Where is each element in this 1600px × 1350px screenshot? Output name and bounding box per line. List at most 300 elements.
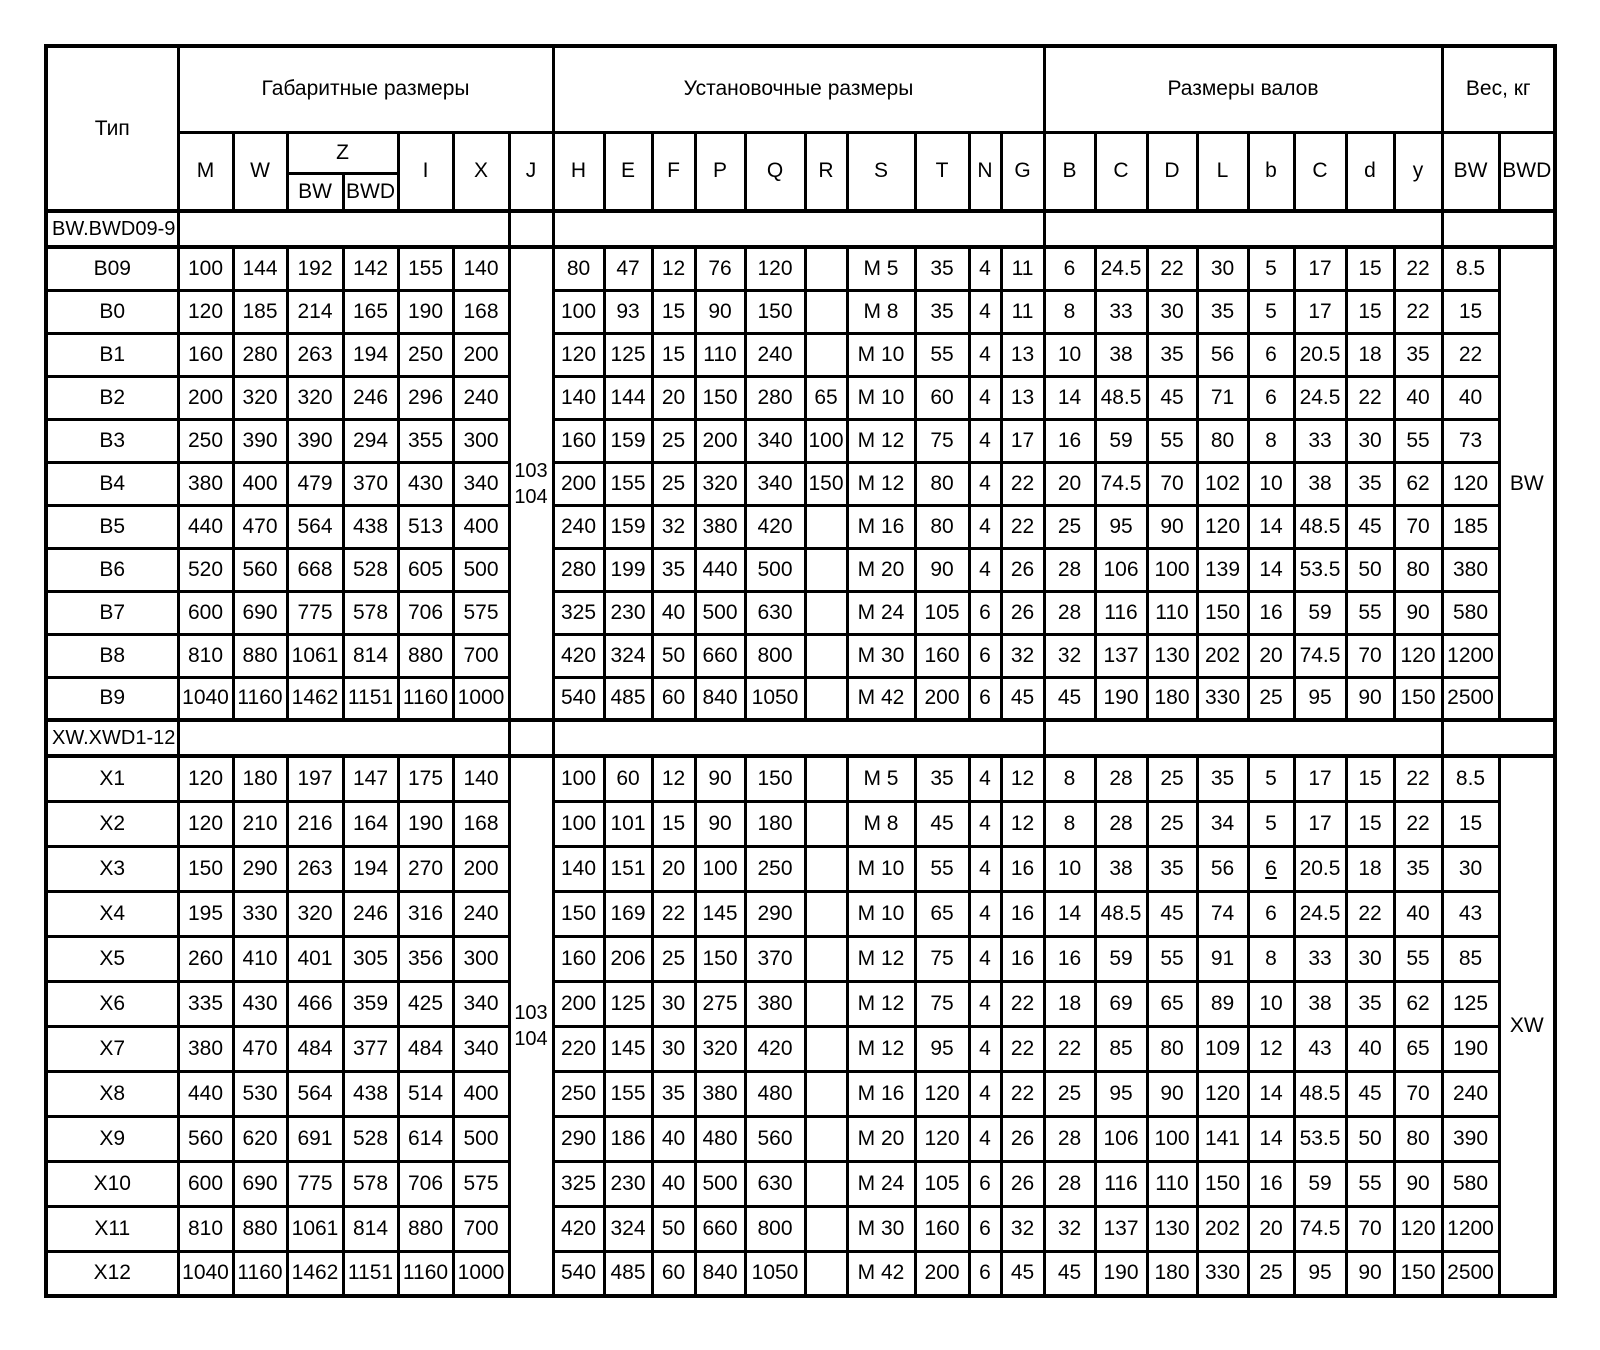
table-cell: 74: [1197, 891, 1248, 936]
table-cell: 200: [178, 376, 233, 419]
table-cell: 45: [915, 801, 969, 846]
table-cell: 400: [453, 505, 509, 548]
table-cell: 169: [604, 891, 652, 936]
table-cell: 74.5: [1095, 462, 1147, 505]
table-cell: [805, 333, 847, 376]
table-cell: M 42: [847, 1251, 915, 1296]
col-header-I: I: [398, 132, 453, 211]
table-cell: 22: [1044, 1026, 1095, 1071]
table-cell: M 5: [847, 756, 915, 801]
table-cell: 25: [1147, 756, 1197, 801]
table-cell: 53.5: [1294, 548, 1346, 591]
j-column-note: 103 104: [509, 756, 553, 1296]
table-cell: 4: [969, 290, 1001, 333]
page: [44, 44, 1557, 1298]
table-cell: 62: [1394, 981, 1442, 1026]
table-cell: 160: [915, 634, 969, 677]
table-cell: 5: [1248, 801, 1294, 846]
table-cell: 330: [1197, 1251, 1248, 1296]
table-cell: 65: [915, 891, 969, 936]
table-cell: 340: [453, 462, 509, 505]
table-cell: 160: [178, 333, 233, 376]
table-cell: 13: [1001, 376, 1044, 419]
table-cell: 60: [652, 1251, 695, 1296]
row-type-cell: B4: [46, 462, 178, 505]
col-header-Q: Q: [745, 132, 805, 211]
table-cell: 85: [1442, 936, 1499, 981]
table-cell: 16: [1044, 936, 1095, 981]
col-header-J: J: [509, 132, 553, 211]
table-cell: 35: [915, 290, 969, 333]
table-cell: 91: [1197, 936, 1248, 981]
table-cell: 840: [695, 677, 745, 720]
table-cell: 20.5: [1294, 846, 1346, 891]
table-cell: 775: [287, 591, 343, 634]
table-cell: 12: [652, 247, 695, 290]
table-cell: 140: [453, 756, 509, 801]
table-cell: 250: [553, 1071, 604, 1116]
table-cell: 32: [652, 505, 695, 548]
table-row: [46, 634, 1555, 677]
table-cell: 160: [915, 1206, 969, 1251]
col-header-T: T: [915, 132, 969, 211]
table-cell: 55: [1394, 936, 1442, 981]
table-cell: 5: [1248, 290, 1294, 333]
table-cell: 100: [553, 290, 604, 333]
table-cell: 290: [233, 846, 287, 891]
table-cell: M 30: [847, 634, 915, 677]
header-group-row: [46, 46, 1555, 132]
table-cell: 18: [1044, 981, 1095, 1026]
table-cell: 26: [1001, 1161, 1044, 1206]
table-cell: 59: [1095, 936, 1147, 981]
table-cell: 69: [1095, 981, 1147, 1026]
table-cell: 814: [343, 1206, 398, 1251]
table-cell: 14: [1248, 505, 1294, 548]
table-cell: 33: [1095, 290, 1147, 333]
table-cell: 380: [178, 1026, 233, 1071]
table-cell: 22: [1001, 981, 1044, 1026]
row-type-cell: X2: [46, 801, 178, 846]
table-cell: 324: [604, 634, 652, 677]
section-spacer-cell: [553, 720, 1044, 756]
table-cell: 65: [805, 376, 847, 419]
section-row: [46, 211, 1555, 247]
table-cell: 706: [398, 591, 453, 634]
table-cell: 144: [604, 376, 652, 419]
table-cell: 14: [1044, 891, 1095, 936]
table-cell: 80: [1394, 1116, 1442, 1161]
table-cell: 660: [695, 1206, 745, 1251]
table-cell: 200: [453, 846, 509, 891]
table-cell: 14: [1044, 376, 1095, 419]
table-cell: 71: [1197, 376, 1248, 419]
table-cell: 139: [1197, 548, 1248, 591]
table-cell: 35: [652, 548, 695, 591]
table-cell: 280: [553, 548, 604, 591]
table-cell: 48.5: [1095, 376, 1147, 419]
table-cell: 106: [1095, 1116, 1147, 1161]
table-cell: [805, 548, 847, 591]
table-cell: 4: [969, 548, 1001, 591]
table-cell: 180: [233, 756, 287, 801]
table-cell: 6: [969, 634, 1001, 677]
table-cell: 16: [1001, 891, 1044, 936]
table-cell: 840: [695, 1251, 745, 1296]
table-cell: 109: [1197, 1026, 1248, 1071]
row-type-cell: B0: [46, 290, 178, 333]
table-cell: 90: [1147, 505, 1197, 548]
col-header-weight-BW: BW: [1442, 132, 1499, 211]
table-cell: M 5: [847, 247, 915, 290]
table-cell: 160: [553, 419, 604, 462]
table-cell: 16: [1044, 419, 1095, 462]
table-cell: M 12: [847, 936, 915, 981]
row-type-cell: X10: [46, 1161, 178, 1206]
table-cell: 6: [969, 1251, 1001, 1296]
table-cell: 105: [915, 1161, 969, 1206]
table-cell: 216: [287, 801, 343, 846]
table-cell: 2500: [1442, 1251, 1499, 1296]
table-cell: 25: [1248, 677, 1294, 720]
table-cell: 80: [1197, 419, 1248, 462]
col-header-L: L: [1197, 132, 1248, 211]
section-spacer-cell: [1044, 211, 1442, 247]
weight-series-note: XW: [1499, 756, 1555, 1296]
table-cell: 90: [695, 290, 745, 333]
table-cell: 200: [915, 1251, 969, 1296]
table-cell: 16: [1248, 591, 1294, 634]
table-cell: 214: [287, 290, 343, 333]
table-cell: 270: [398, 846, 453, 891]
table-cell: 120: [1394, 634, 1442, 677]
table-cell: 4: [969, 1116, 1001, 1161]
table-cell: 160: [553, 936, 604, 981]
table-cell: 120: [1394, 1206, 1442, 1251]
table-cell: 22: [1394, 756, 1442, 801]
table-cell: 20: [1248, 1206, 1294, 1251]
col-header-Z: Z: [287, 132, 398, 173]
table-cell: 110: [1147, 591, 1197, 634]
table-cell: M 20: [847, 548, 915, 591]
table-cell: 22: [1001, 462, 1044, 505]
table-cell: 540: [553, 1251, 604, 1296]
table-cell: 575: [453, 591, 509, 634]
col-header-F: F: [652, 132, 695, 211]
section-spacer-cell: [509, 720, 553, 756]
table-cell: 30: [1442, 846, 1499, 891]
table-cell: 25: [652, 936, 695, 981]
table-cell: 485: [604, 1251, 652, 1296]
table-cell: 5: [1248, 247, 1294, 290]
table-cell: 35: [1394, 846, 1442, 891]
col-header-E: E: [604, 132, 652, 211]
table-cell: 56: [1197, 846, 1248, 891]
table-cell: 880: [233, 634, 287, 677]
table-cell: 355: [398, 419, 453, 462]
table-cell: 300: [453, 936, 509, 981]
row-type-cell: B09: [46, 247, 178, 290]
table-cell: 6: [1248, 333, 1294, 376]
table-cell: 380: [1442, 548, 1499, 591]
table-cell: 40: [1442, 376, 1499, 419]
table-cell: 120: [178, 290, 233, 333]
table-cell: 500: [695, 1161, 745, 1206]
table-cell: M 8: [847, 290, 915, 333]
table-cell: 513: [398, 505, 453, 548]
table-cell: 800: [745, 634, 805, 677]
col-header-X: X: [453, 132, 509, 211]
col-header-S: S: [847, 132, 915, 211]
table-cell: 30: [1197, 247, 1248, 290]
table-cell: 15: [652, 290, 695, 333]
table-cell: 38: [1294, 462, 1346, 505]
table-cell: 20: [652, 846, 695, 891]
table-cell: 26: [1001, 1116, 1044, 1161]
table-cell: 22: [652, 891, 695, 936]
table-cell: M 16: [847, 505, 915, 548]
col-header-M: M: [178, 132, 233, 211]
table-cell: 520: [178, 548, 233, 591]
table-cell: 90: [915, 548, 969, 591]
row-type-cell: X7: [46, 1026, 178, 1071]
table-cell: 90: [695, 801, 745, 846]
section-spacer-cell: [553, 211, 1044, 247]
table-cell: 110: [1147, 1161, 1197, 1206]
table-cell: 35: [915, 756, 969, 801]
table-cell: 80: [915, 505, 969, 548]
table-cell: 48.5: [1294, 1071, 1346, 1116]
table-cell: 150: [695, 936, 745, 981]
table-cell: 2500: [1442, 677, 1499, 720]
table-cell: [805, 1161, 847, 1206]
table-cell: 22: [1346, 376, 1394, 419]
table-cell: [805, 677, 847, 720]
table-row: [46, 1161, 1555, 1206]
table-row: [46, 936, 1555, 981]
table-cell: 200: [915, 677, 969, 720]
table-cell: 155: [604, 462, 652, 505]
table-cell: 320: [695, 462, 745, 505]
table-cell: M 12: [847, 462, 915, 505]
row-type-cell: B5: [46, 505, 178, 548]
table-cell: 425: [398, 981, 453, 1026]
table-cell: 190: [1442, 1026, 1499, 1071]
table-cell: [805, 756, 847, 801]
table-cell: [805, 505, 847, 548]
row-type-cell: X3: [46, 846, 178, 891]
table-cell: 8: [1044, 801, 1095, 846]
table-cell: 500: [695, 591, 745, 634]
table-cell: 605: [398, 548, 453, 591]
table-cell: 159: [604, 505, 652, 548]
table-cell: 45: [1147, 376, 1197, 419]
table-cell: 340: [745, 462, 805, 505]
table-cell: M 24: [847, 1161, 915, 1206]
table-cell: 12: [652, 756, 695, 801]
table-cell: 43: [1442, 891, 1499, 936]
table-cell: 20.5: [1294, 333, 1346, 376]
section-spacer-cell: [1442, 720, 1555, 756]
row-type-cell: X5: [46, 936, 178, 981]
table-cell: 16: [1001, 936, 1044, 981]
table-cell: 90: [1346, 677, 1394, 720]
table-cell: 175: [398, 756, 453, 801]
table-cell: 140: [553, 376, 604, 419]
table-cell: 202: [1197, 1206, 1248, 1251]
table-cell: 4: [969, 936, 1001, 981]
table-cell: 142: [343, 247, 398, 290]
table-cell: 1040: [178, 677, 233, 720]
section-row: [46, 720, 1555, 756]
table-cell: 145: [695, 891, 745, 936]
table-cell: 206: [604, 936, 652, 981]
table-cell: 47: [604, 247, 652, 290]
table-cell: 24.5: [1294, 376, 1346, 419]
table-cell: 50: [652, 634, 695, 677]
col-header-C: C: [1095, 132, 1147, 211]
table-cell: 53.5: [1294, 1116, 1346, 1161]
weight-series-note: BW: [1499, 247, 1555, 720]
table-cell: 28: [1095, 801, 1147, 846]
table-cell: 22: [1346, 891, 1394, 936]
table-cell: 20: [1044, 462, 1095, 505]
table-row: [46, 376, 1555, 419]
table-row: [46, 891, 1555, 936]
table-cell: 28: [1044, 548, 1095, 591]
table-cell: 95: [1294, 677, 1346, 720]
table-cell: 80: [1147, 1026, 1197, 1071]
table-cell: 690: [233, 1161, 287, 1206]
col-header-P: P: [695, 132, 745, 211]
table-cell: 401: [287, 936, 343, 981]
table-cell: 70: [1346, 634, 1394, 677]
table-cell: 45: [1346, 1071, 1394, 1116]
table-cell: 75: [915, 936, 969, 981]
table-cell: 147: [343, 756, 398, 801]
table-cell: 18: [1346, 333, 1394, 376]
table-cell: 93: [604, 290, 652, 333]
table-cell: 150: [178, 846, 233, 891]
table-cell: 810: [178, 634, 233, 677]
table-cell: 280: [233, 333, 287, 376]
table-cell: 17: [1294, 756, 1346, 801]
table-cell: [805, 290, 847, 333]
table-cell: 59: [1095, 419, 1147, 462]
table-cell: 484: [398, 1026, 453, 1071]
table-cell: 340: [453, 1026, 509, 1071]
table-cell: 4: [969, 333, 1001, 376]
table-cell: 12: [1001, 801, 1044, 846]
table-cell: 17: [1001, 419, 1044, 462]
table-cell: 89: [1197, 981, 1248, 1026]
table-cell: [805, 801, 847, 846]
table-row: [46, 1251, 1555, 1296]
col-header-W: W: [233, 132, 287, 211]
table-cell: 540: [553, 677, 604, 720]
table-cell: 4: [969, 462, 1001, 505]
col-header-Z-BWD: BWD: [343, 173, 398, 211]
table-cell: [805, 846, 847, 891]
table-cell: [805, 247, 847, 290]
table-cell: 1200: [1442, 1206, 1499, 1251]
table-cell: 62: [1394, 462, 1442, 505]
col-header-d: d: [1346, 132, 1394, 211]
table-cell: 33: [1294, 419, 1346, 462]
table-cell: 180: [745, 801, 805, 846]
dimensions-table: [44, 44, 1557, 1298]
table-cell: 316: [398, 891, 453, 936]
table-cell: 90: [1394, 1161, 1442, 1206]
table-cell: 120: [553, 333, 604, 376]
table-cell: 32: [1001, 634, 1044, 677]
table-cell: 210: [233, 801, 287, 846]
table-cell: 116: [1095, 1161, 1147, 1206]
table-cell: 706: [398, 1161, 453, 1206]
table-row: [46, 462, 1555, 505]
table-cell: 150: [745, 290, 805, 333]
table-cell: 484: [287, 1026, 343, 1071]
table-cell: 330: [233, 891, 287, 936]
table-cell: 480: [695, 1116, 745, 1161]
table-cell: 45: [1001, 1251, 1044, 1296]
table-cell: 100: [553, 756, 604, 801]
row-type-cell: X11: [46, 1206, 178, 1251]
table-cell: 15: [1346, 247, 1394, 290]
table-cell: M 10: [847, 376, 915, 419]
table-cell: 22: [1001, 1026, 1044, 1071]
table-cell: 4: [969, 1026, 1001, 1071]
table-cell: 246: [343, 376, 398, 419]
table-cell: 290: [745, 891, 805, 936]
table-cell: 155: [398, 247, 453, 290]
table-cell: 250: [178, 419, 233, 462]
table-cell: 55: [915, 333, 969, 376]
table-cell: 240: [745, 333, 805, 376]
table-cell: 95: [1095, 1071, 1147, 1116]
table-cell: 438: [343, 505, 398, 548]
table-cell: [805, 936, 847, 981]
table-cell: 240: [453, 376, 509, 419]
table-cell: 26: [1001, 548, 1044, 591]
table-cell: 250: [398, 333, 453, 376]
table-cell: 120: [1442, 462, 1499, 505]
table-cell: 13: [1001, 333, 1044, 376]
table-cell: 560: [178, 1116, 233, 1161]
table-cell: 600: [178, 1161, 233, 1206]
table-cell: 690: [233, 591, 287, 634]
table-cell: 22: [1147, 247, 1197, 290]
table-cell: 1200: [1442, 634, 1499, 677]
col-header-H: H: [553, 132, 604, 211]
table-cell: 1151: [343, 1251, 398, 1296]
table-cell: 700: [453, 634, 509, 677]
table-cell: 880: [398, 1206, 453, 1251]
table-cell: 500: [745, 548, 805, 591]
table-cell: 880: [398, 634, 453, 677]
table-cell: 200: [553, 981, 604, 1026]
table-cell: 50: [1346, 1116, 1394, 1161]
table-cell: 75: [915, 981, 969, 1026]
table-cell: 4: [969, 981, 1001, 1026]
group-header-weight: Вес, кг: [1442, 46, 1555, 132]
table-cell: 200: [695, 419, 745, 462]
row-type-cell: B6: [46, 548, 178, 591]
table-cell: 380: [695, 505, 745, 548]
table-cell: 470: [233, 1026, 287, 1071]
table-cell: 578: [343, 1161, 398, 1206]
table-cell: 105: [915, 591, 969, 634]
